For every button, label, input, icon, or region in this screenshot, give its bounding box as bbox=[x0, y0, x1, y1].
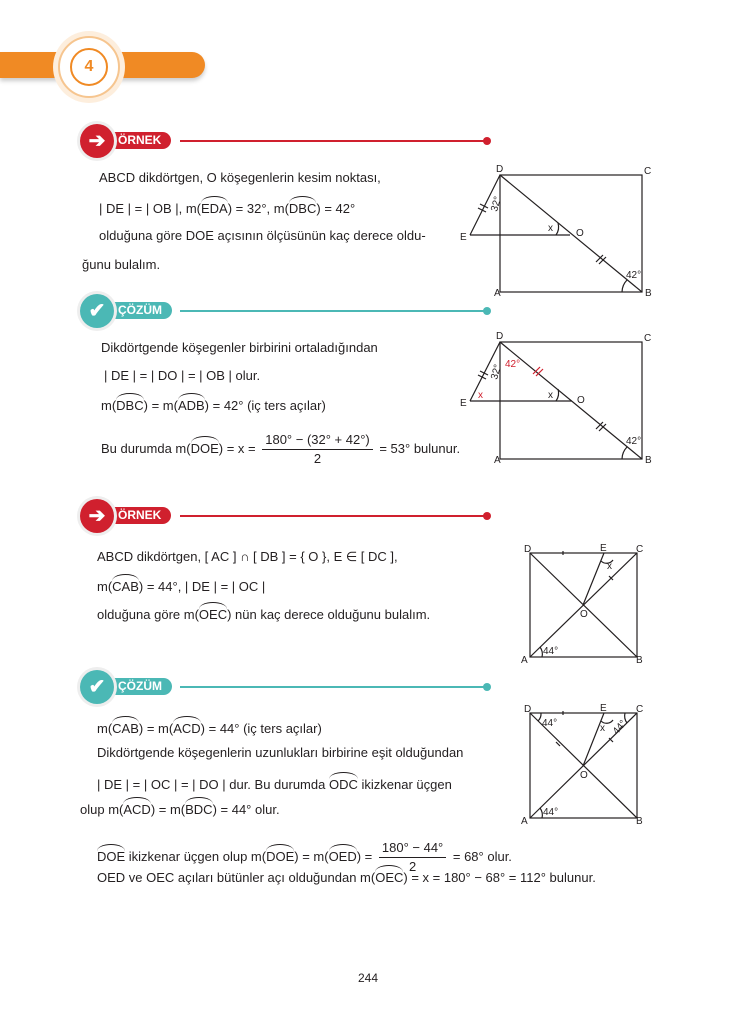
text-segment: olduğuna göre DOE açısının ölçüsünün kaç derece oldu- bbox=[99, 228, 426, 243]
text-line bbox=[82, 257, 160, 273]
angle-42: 42° bbox=[626, 270, 642, 281]
point-e: E bbox=[460, 232, 467, 243]
numerator: 180° − (32° + 42°) bbox=[262, 432, 373, 450]
text-line bbox=[97, 549, 398, 565]
text-segment: olup m( bbox=[80, 802, 124, 817]
checkmark-icon: ✔ bbox=[80, 670, 114, 704]
angle-42-red: 42° bbox=[505, 359, 521, 370]
text-line bbox=[99, 170, 381, 186]
text-segment: Bu durumda m( bbox=[101, 440, 191, 456]
point-e: E bbox=[460, 398, 467, 409]
divider-dot bbox=[483, 137, 491, 145]
angle-notation: ODC bbox=[328, 777, 358, 792]
divider bbox=[180, 515, 485, 517]
text-segment: ABCD dikdörtgen, [ AC ] ∩ [ DB ] = { O }, E ∈ [ DC ], bbox=[97, 549, 398, 564]
point-b: B bbox=[645, 455, 652, 466]
point-c: C bbox=[644, 166, 652, 177]
text-segment: | DE | = | OC | = | DO | dur. Bu durumda bbox=[97, 777, 329, 792]
text-segment: m( bbox=[97, 579, 113, 594]
angle-notation: DOE bbox=[190, 440, 219, 456]
angle-notation: ACD bbox=[173, 721, 201, 736]
point-o: O bbox=[580, 770, 588, 781]
point-b: B bbox=[636, 655, 643, 666]
point-c: C bbox=[644, 333, 652, 344]
example-label: ÖRNEK bbox=[110, 507, 171, 524]
checkmark-icon: ✔ bbox=[80, 294, 114, 328]
text-line bbox=[97, 868, 596, 886]
text-segment: ) = bbox=[356, 848, 376, 864]
text-segment: = 53° bulunur. bbox=[375, 440, 461, 456]
angle-notation: CAB bbox=[112, 721, 139, 736]
text-line bbox=[99, 228, 426, 244]
divider bbox=[180, 310, 485, 312]
solution-label: ÇÖZÜM bbox=[110, 302, 172, 319]
angle-44: 44° bbox=[543, 646, 559, 657]
text-segment: Dikdörtgende köşegenlerin uzunlukları birbirine eşit olduğundan bbox=[97, 745, 464, 760]
point-a: A bbox=[521, 655, 528, 666]
point-o: O bbox=[577, 395, 585, 406]
text-segment: ) = x = bbox=[218, 440, 260, 456]
angle-x: x bbox=[548, 390, 553, 401]
point-e: E bbox=[600, 543, 607, 554]
text-segment: ) = 44°, | DE | = | OC | bbox=[138, 579, 266, 594]
angle-notation: DBC bbox=[288, 201, 317, 216]
text-segment: m( bbox=[101, 398, 117, 413]
text-segment: ) nün kaç derece olduğunu bulalım. bbox=[227, 607, 431, 622]
angle-notation: CAB bbox=[112, 579, 139, 594]
point-e: E bbox=[600, 703, 607, 714]
point-o: O bbox=[576, 228, 584, 239]
text-line bbox=[97, 719, 322, 737]
arrow-right-icon: ➔ bbox=[80, 499, 114, 533]
text-segment: olduğuna göre m( bbox=[97, 607, 199, 622]
angle-notation: BDC bbox=[185, 802, 213, 817]
angle-44-a: 44° bbox=[543, 807, 559, 818]
text-segment: | DE | = | OB |, m( bbox=[99, 201, 201, 216]
text-line bbox=[101, 432, 460, 467]
point-c: C bbox=[636, 704, 644, 715]
text-segment: ) = 42° bbox=[316, 201, 356, 216]
text-line bbox=[97, 775, 452, 793]
angle-32: 32° bbox=[489, 363, 504, 381]
angle-notation: OEC bbox=[198, 607, 228, 622]
angle-44-d: 44° bbox=[542, 718, 558, 729]
point-b: B bbox=[636, 816, 643, 827]
angle-notation: DOE bbox=[97, 848, 126, 864]
numerator: 180° − 44° bbox=[379, 840, 446, 858]
denominator: 2 bbox=[408, 859, 417, 874]
divider bbox=[180, 140, 485, 142]
text-segment: ) = m( bbox=[143, 398, 178, 413]
point-a: A bbox=[494, 288, 501, 299]
figure-3 bbox=[515, 540, 655, 668]
text-segment: ) = m( bbox=[294, 848, 329, 864]
point-d: D bbox=[496, 164, 504, 175]
page-number: 244 bbox=[357, 971, 379, 985]
angle-x: x bbox=[600, 723, 605, 734]
angle-notation: OEC bbox=[375, 870, 404, 885]
angle-notation: DBC bbox=[116, 398, 144, 413]
point-c: C bbox=[636, 544, 644, 555]
figure-4 bbox=[515, 700, 655, 828]
text-line bbox=[97, 605, 430, 623]
unit-number: 4 bbox=[70, 48, 108, 86]
figure-1 bbox=[455, 160, 665, 305]
angle-notation: ADB bbox=[177, 398, 205, 413]
point-d: D bbox=[524, 544, 532, 555]
text-segment: ) = m( bbox=[150, 802, 186, 817]
text-line bbox=[101, 340, 378, 356]
point-b: B bbox=[645, 288, 652, 299]
text-segment: ABCD dikdörtgen, O köşegenlerin kesim noktası, bbox=[99, 170, 381, 185]
text-segment: ikizkenar üçgen bbox=[357, 777, 452, 792]
text-segment: | DE | = | DO | = | OB | olur. bbox=[104, 368, 261, 383]
text-segment: ) = 44° (iç ters açılar) bbox=[200, 721, 322, 736]
text-segment: ) = m( bbox=[138, 721, 174, 736]
angle-44-c: 44° bbox=[610, 718, 630, 737]
angle-notation: ACD bbox=[123, 802, 151, 817]
text-segment: = 68° olur. bbox=[449, 848, 512, 864]
text-segment: ğunu bulalım. bbox=[82, 257, 161, 272]
point-a: A bbox=[521, 816, 528, 827]
text-segment: ) = 44° olur. bbox=[212, 802, 280, 817]
point-o: O bbox=[580, 609, 588, 620]
angle-notation: DOE bbox=[266, 848, 295, 864]
example-label: ÖRNEK bbox=[110, 132, 171, 149]
text-line bbox=[101, 396, 326, 414]
text-segment: ) = 32°, m( bbox=[227, 201, 289, 216]
text-segment: ikizkenar üçgen olup m( bbox=[125, 848, 267, 864]
angle-x-red: x bbox=[478, 390, 483, 401]
angle-x: x bbox=[607, 561, 612, 572]
divider-dot bbox=[483, 307, 491, 315]
text-segment: m( bbox=[97, 721, 113, 736]
angle-x: x bbox=[548, 223, 553, 234]
point-d: D bbox=[524, 704, 532, 715]
solution-label: ÇÖZÜM bbox=[110, 678, 172, 695]
text-line bbox=[104, 368, 260, 384]
point-a: A bbox=[494, 455, 501, 466]
denominator: 2 bbox=[313, 451, 322, 466]
divider bbox=[180, 686, 485, 688]
figure-2 bbox=[455, 328, 665, 473]
divider-dot bbox=[483, 512, 491, 520]
text-line bbox=[99, 199, 355, 217]
angle-notation: EDA bbox=[201, 201, 228, 216]
angle-32: 32° bbox=[489, 195, 504, 213]
divider-dot bbox=[483, 683, 491, 691]
angle-notation: OED bbox=[328, 848, 357, 864]
text-line bbox=[97, 745, 463, 761]
fraction bbox=[262, 432, 373, 467]
arrow-right-icon: ➔ bbox=[80, 124, 114, 158]
text-line bbox=[80, 800, 280, 818]
point-d: D bbox=[496, 331, 504, 342]
text-segment: ) = 42° (iç ters açılar) bbox=[204, 398, 326, 413]
angle-42: 42° bbox=[626, 436, 642, 447]
text-line bbox=[97, 577, 265, 595]
text-segment: OED ve OEC açıları bütünler açı olduğundan m( bbox=[97, 870, 376, 885]
text-segment: Dikdörtgende köşegenler birbirini ortaladığından bbox=[101, 340, 378, 355]
text-segment: ) = x = 180° − 68° = 112° bulunur. bbox=[403, 870, 596, 885]
